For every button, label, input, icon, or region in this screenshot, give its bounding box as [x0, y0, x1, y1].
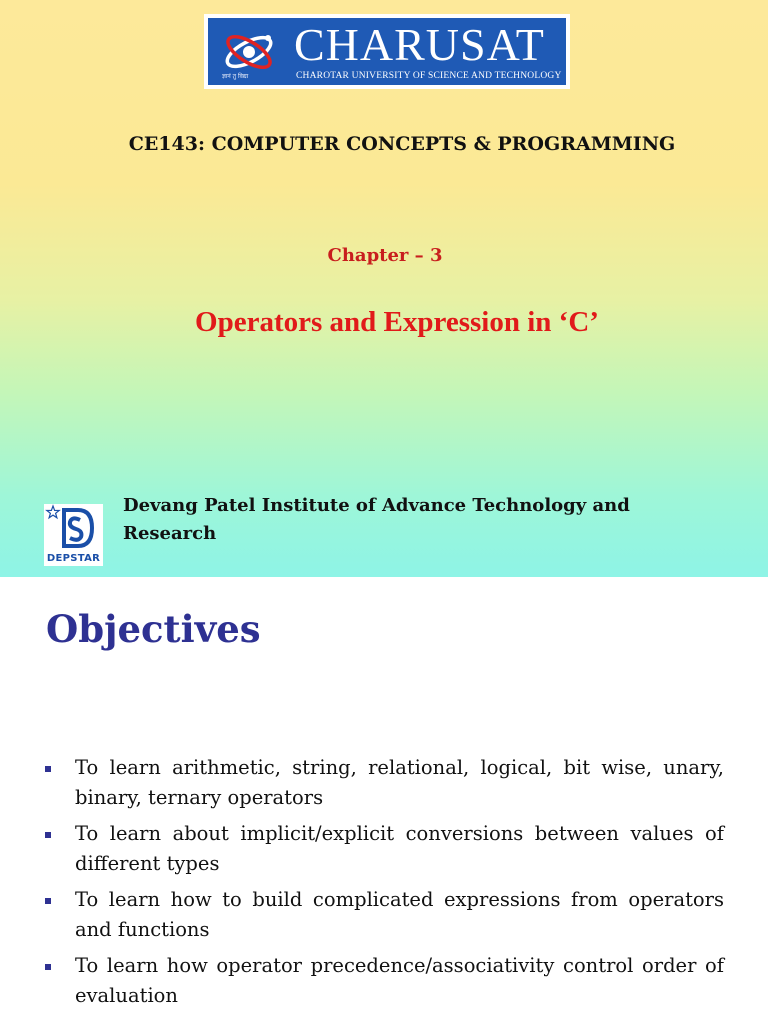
list-item: [44, 753, 724, 813]
list-item: [44, 819, 724, 879]
course-title: CE143: COMPUTER CONCEPTS & PROGRAMMING: [128, 133, 676, 155]
logo-tagline: CHAROTAR UNIVERSITY OF SCIENCE AND TECHNOLOGY: [296, 71, 562, 81]
bullet-square-icon: [45, 832, 51, 838]
logo-wordmark: CHARUSAT: [294, 19, 545, 70]
topic-title: Operators and Expression in ‘C’: [195, 306, 599, 338]
objectives-list: [44, 753, 724, 1017]
logo-motto: ज्ञानं तु विद्या: [222, 73, 249, 80]
chapter-label: Chapter – 3: [327, 245, 443, 266]
objectives-slide: [0, 577, 768, 1024]
depstar-emblem-icon: [44, 504, 103, 552]
list-item: [44, 885, 724, 945]
bullet-square-icon: [45, 898, 51, 904]
depstar-logo: [44, 504, 103, 566]
charusat-logo-panel: [208, 18, 566, 85]
depstar-wordmark: DEPSTAR: [46, 553, 101, 564]
institute-name: Devang Patel Institute of Advance Technology and Research: [123, 495, 630, 544]
bullet-square-icon: [45, 766, 51, 772]
list-item: [44, 951, 724, 1011]
objectives-title: Objectives: [46, 607, 261, 651]
list-item-text: To learn about implicit/explicit conversions between values of different types: [75, 822, 724, 875]
charusat-logo: [204, 14, 570, 89]
list-item-text: To learn how to build complicated expressions from operators and functions: [75, 888, 724, 941]
list-item-text: To learn arithmetic, string, relational, logical, bit wise, unary, binary, ternary operators: [75, 756, 724, 809]
bullet-square-icon: [45, 964, 51, 970]
list-item-text: To learn how operator precedence/associativity control order of evaluation: [75, 954, 724, 1007]
